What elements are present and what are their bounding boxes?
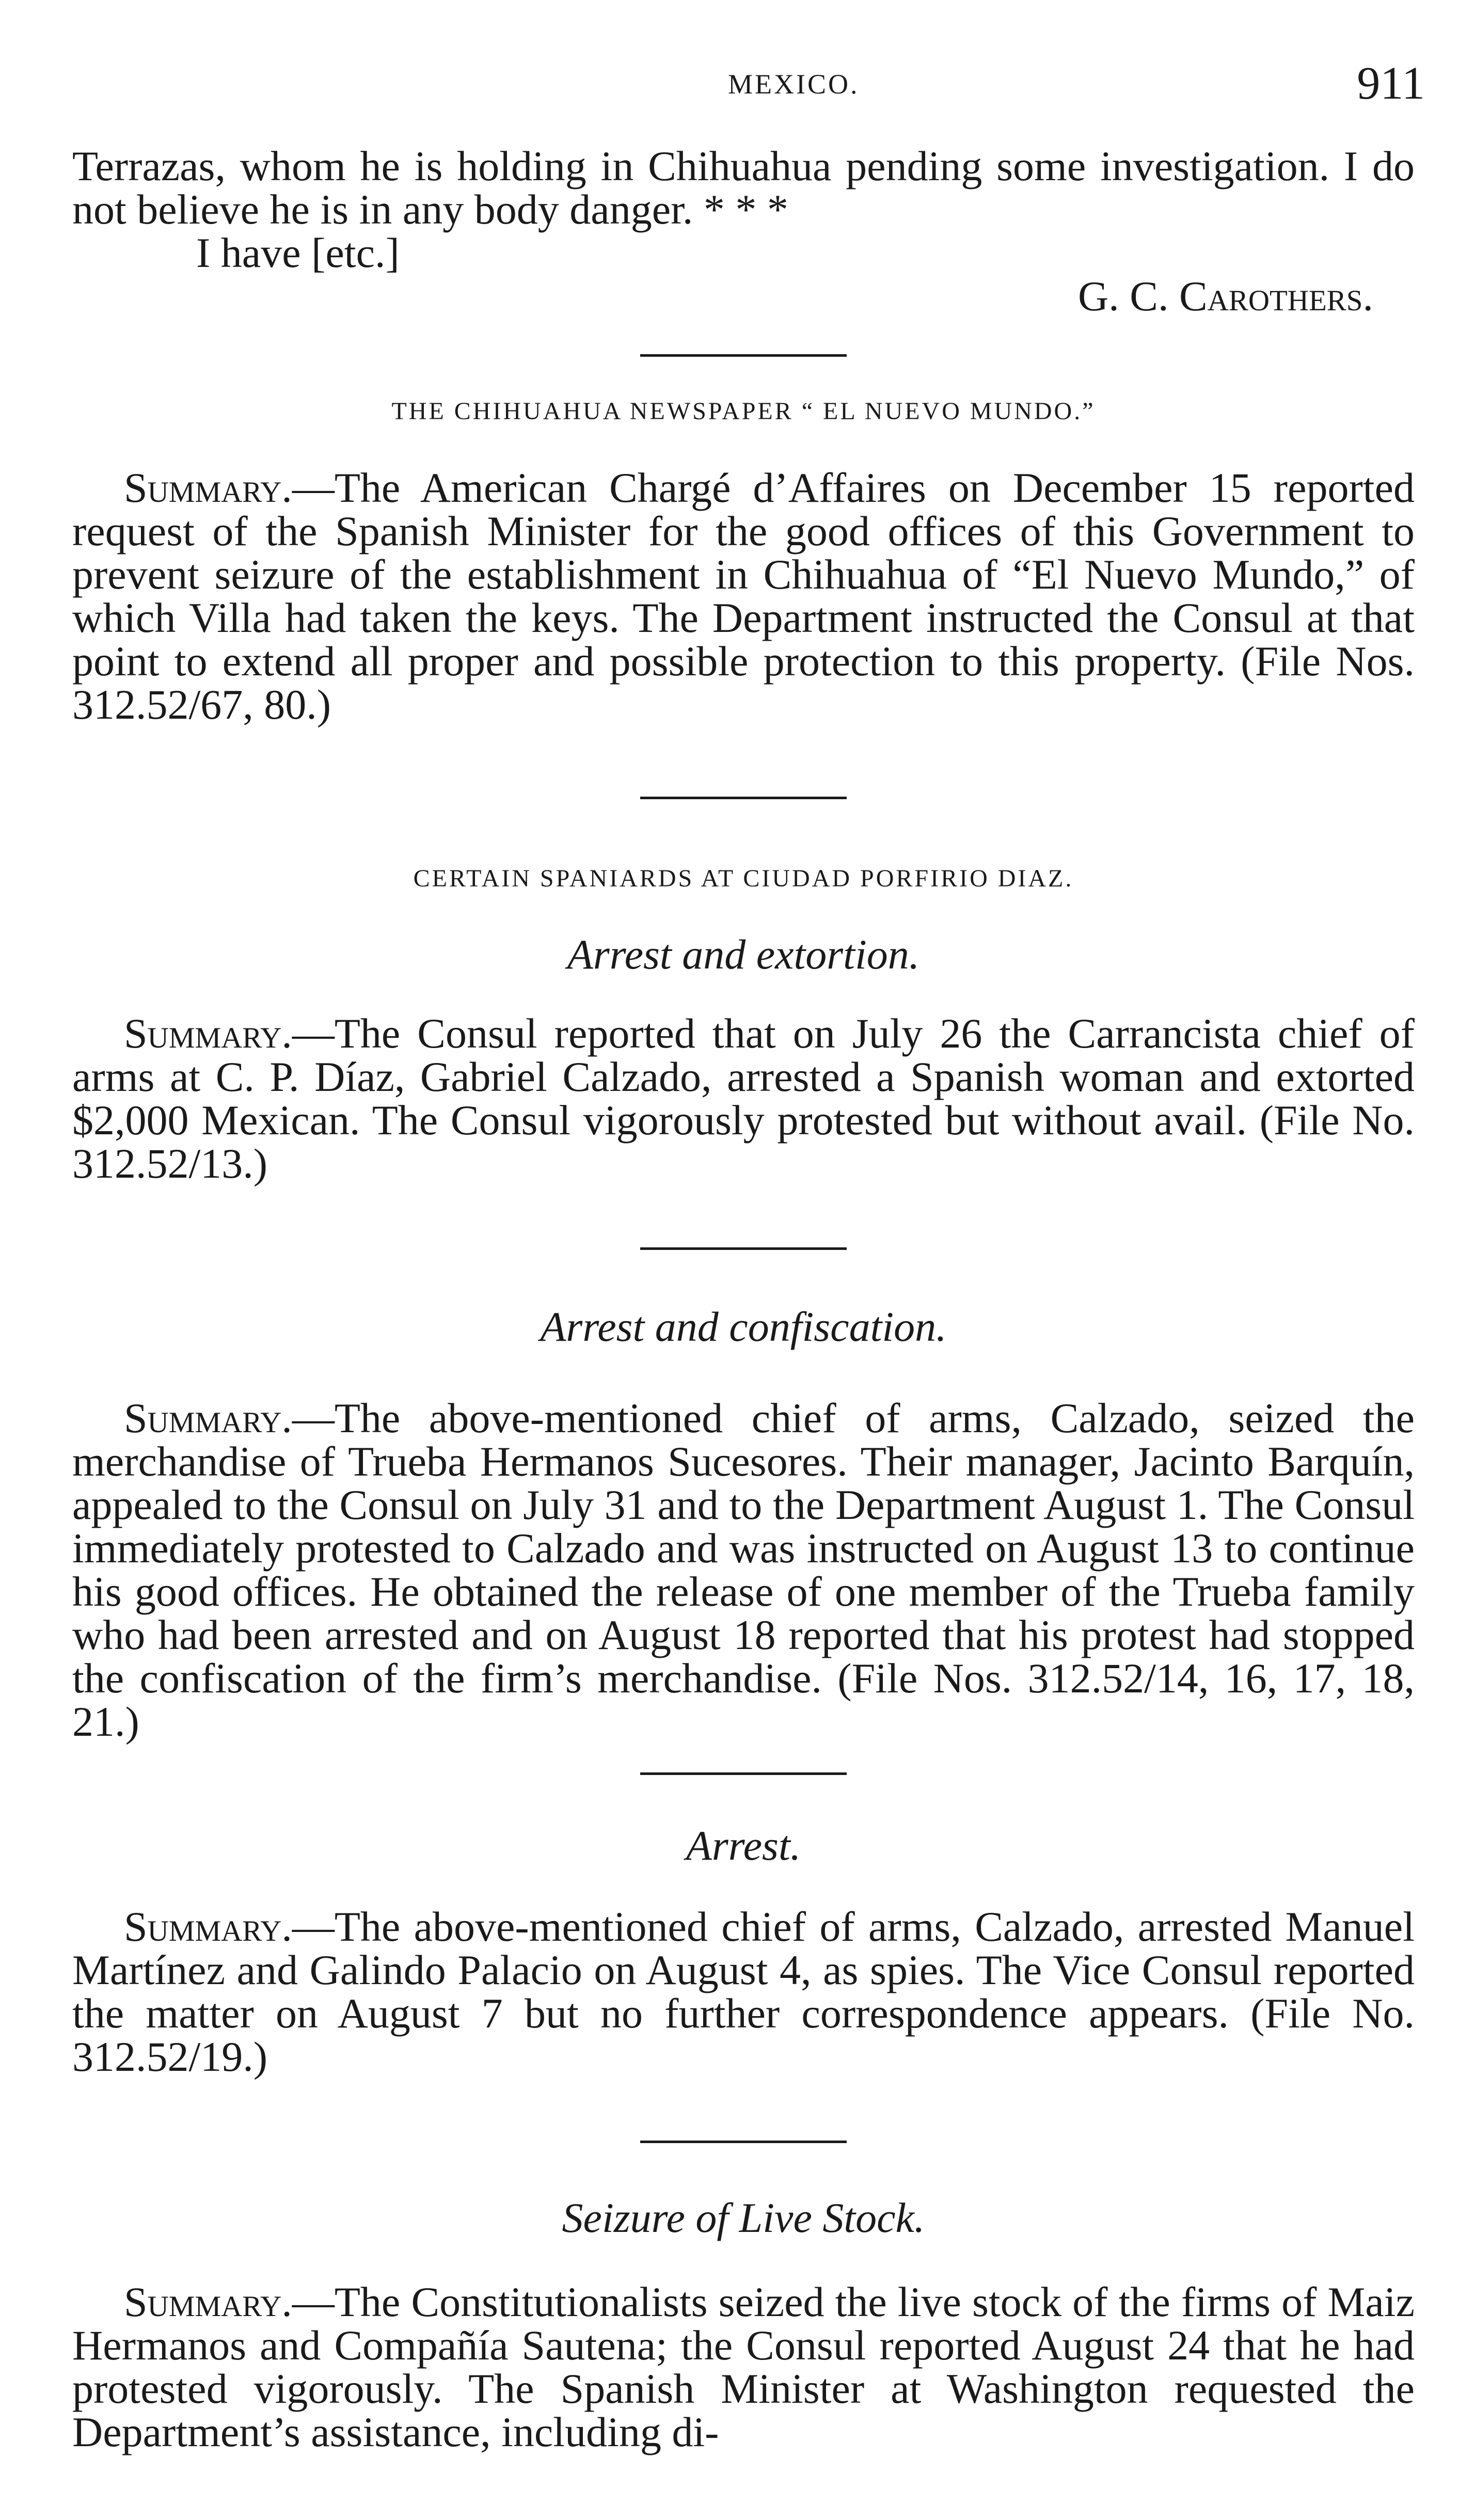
summary-paragraph xyxy=(72,1012,1415,1185)
subsection-heading: Seizure of Live Stock. xyxy=(562,2194,925,2241)
summary-label: Summary. xyxy=(124,1903,292,1950)
section-heading: THE CHIHUAHUA NEWSPAPER “ EL NUEVO MUNDO.” xyxy=(391,398,1096,425)
summary-text: —The Consul reported that on July 26 the Carrancista chief of arms at C. P. Díaz, Gabriel Calzado, arrested a Spanish woman and extorted $2,000 Mexican. The Consul vigorously protested but without avail. (File No. 312.52/13.) xyxy=(72,1010,1415,1187)
summary-paragraph xyxy=(72,2280,1415,2454)
subsection-heading: Arrest. xyxy=(686,1822,801,1869)
signature-name: G. C. Carothers. xyxy=(1078,273,1373,320)
closing-line: I have [etc.] xyxy=(196,229,400,276)
continuation-paragraph: Terrazas, whom he is holding in Chihuahua pending some investigation. I do not believe he is in any body danger. * * * xyxy=(72,142,1415,233)
summary-label: Summary. xyxy=(124,1394,292,1441)
page-body xyxy=(72,142,1415,2455)
summary-label: Summary. xyxy=(124,1010,292,1057)
summary-text: —The American Chargé d’Affaires on December 15 reported request of the Spanish Minister for the good offices of this Government to prevent seizure of the establishment in Chihuahua of “El Nuevo Mundo,” of which Villa had taken the keys. The Department instructed the Consul at that point to extend all proper and possible protection to this property. (File Nos. 312.52/67, 80.) xyxy=(72,464,1415,728)
subsection-heading: Arrest and extortion. xyxy=(567,931,920,978)
summary-paragraph xyxy=(72,466,1415,726)
subsection-heading: Arrest and confiscation. xyxy=(540,1303,947,1350)
summary-text: —The above-mentioned chief of arms, Calzado, arrested Manuel Martínez and Galindo Palacio on August 4, as spies. The Vice Consul reported the matter on August 7 but no further correspondence appears. (File No. 312.52/19.) xyxy=(72,1903,1415,2080)
summary-paragraph xyxy=(72,1394,1415,1745)
summary-text: —The above-mentioned chief of arms, Calzado, seized the merchandise of Trueba Hermanos Sucesores. Their manager, Jacinto Barquín, appealed to the Consul on July 31 and to the Department August 1. The Consul immediately protested to Calzado and was instructed on August 13 to continue his good offices. He obtained the release of one member of the Trueba family who had been arrested and on August 18 reported that his protest had stopped the confiscation of the firm’s merchandise. (File Nos. 312.52/14, 16, 17, 18, 21.) xyxy=(72,1394,1415,1745)
page-number: 911 xyxy=(1357,58,1425,109)
summary-text: —The Constitutionalists seized the live stock of the firms of Maiz Hermanos and Compañía Sautena; the Consul reported August 24 that he had protested vigorously. The Spanish Minister at Washington requested the Department’s assistance, including di- xyxy=(72,2278,1415,2455)
summary-label: Summary. xyxy=(124,464,292,511)
running-head xyxy=(72,57,1425,114)
signature xyxy=(72,275,1415,318)
summary-paragraph xyxy=(72,1905,1415,2079)
summary-label: Summary. xyxy=(124,2278,292,2325)
section-heading: CERTAIN SPANIARDS AT CIUDAD PORFIRIO DIAZ. xyxy=(413,865,1074,892)
running-head-title: MEXICO. xyxy=(728,69,860,100)
